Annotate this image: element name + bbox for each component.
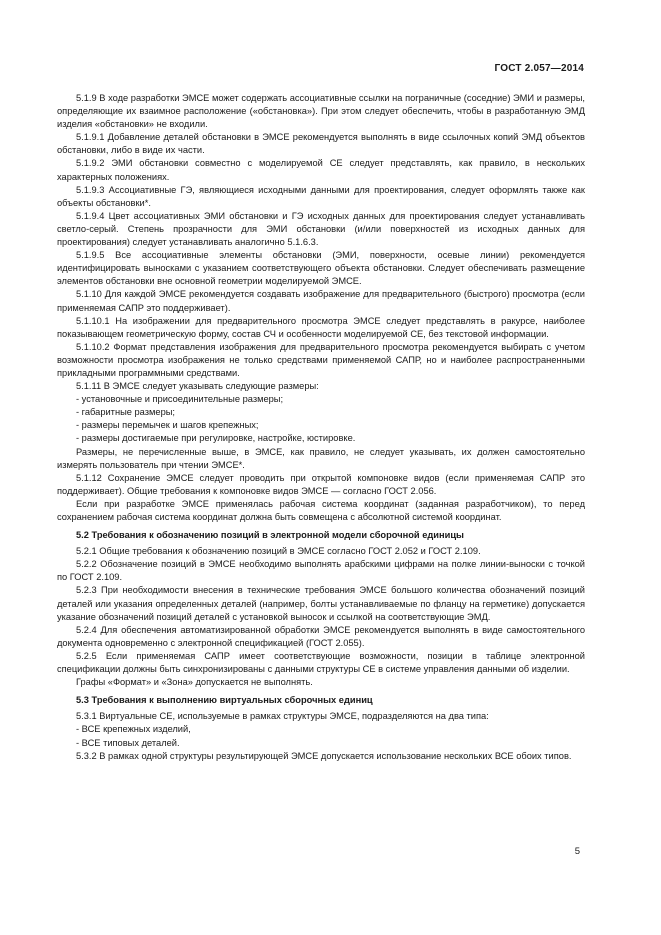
paragraph: 5.2.1 Общие требования к обозначению позиций в ЭМСЕ согласно ГОСТ 2.052 и ГОСТ 2.109. bbox=[76, 546, 481, 557]
section-heading: 5.3 Требования к выполнению виртуальных сборочных единиц bbox=[76, 695, 373, 706]
paragraph: 5.1.9 В ходе разработки ЭМСЕ может содержать ассоциативные ссылки на пограничные (соседние) ЭМИ и размеры, определяющие их взаимное расположение («обстановка»). При этом следует обеспечить, чтобы в разработанную ЭМД изделия «обстановки» не входили. bbox=[57, 93, 585, 130]
paragraph: 5.1.9.1 Добавление деталей обстановки в ЭМСЕ рекомендуется выполнять в виде ссылочных копий ЭМД объектов обстановки, либо в виде их части. bbox=[57, 132, 585, 156]
paragraph: 5.1.9.3 Ассоциативные ГЭ, являющиеся исходными данными для проектирования, следует оформлять также как объекты обстановки*. bbox=[57, 184, 585, 208]
list-item: - размеры достигаемые при регулировке, настройке, юстировке. bbox=[76, 433, 356, 444]
list-item: - ВСЕ крепежных изделий, bbox=[76, 724, 191, 735]
paragraph: 5.1.9.2 ЭМИ обстановки совместно с моделируемой СЕ следует представлять, как правило, в нескольких характерных положениях. bbox=[57, 158, 585, 182]
paragraph: 5.2.5 Если применяемая САПР имеет соответствующие возможности, позиции в таблице электронной спецификации должны быть синхронизированы с данными структуры СЕ в системе управления данными об изделии. bbox=[57, 650, 585, 675]
list-item: - ВСЕ типовых деталей. bbox=[76, 737, 180, 748]
paragraph: 5.2.4 Для обеспечения автоматизированной обработки ЭМСЕ рекомендуется выполнять в виде самостоятельного документа одновременно с электронной спецификацией (ГОСТ 2.055). bbox=[57, 624, 585, 648]
document-body bbox=[57, 92, 585, 763]
standard-header: ГОСТ 2.057—2014 bbox=[494, 63, 584, 74]
paragraph: 5.1.9.5 Все ассоциативные элементы обстановки (ЭМИ, поверхности, осевые линии) рекомендуется идентифицировать выносками с указанием соответствующего объекта обстановки. Следует обеспечивать размещение элементов обстановки вне основной геометрии моделируемой ЭМСЕ. bbox=[57, 250, 585, 287]
section-heading: 5.2 Требования к обозначению позиций в электронной модели сборочной единицы bbox=[76, 530, 464, 541]
paragraph: 5.1.10 Для каждой ЭМСЕ рекомендуется создавать изображение для предварительного (быстрого) просмотра (если применяемая САПР это поддерживает). bbox=[57, 289, 585, 313]
paragraph: Размеры, не перечисленные выше, в ЭМСЕ, как правило, не следует указывать, их должен самостоятельно измерять пользователь при чтении ЭМСЕ*. bbox=[57, 446, 585, 470]
paragraph: 5.3.1 Виртуальные СЕ, используемые в рамках структуры ЭМСЕ, подразделяются на два типа: bbox=[76, 711, 489, 722]
paragraph: Если при разработке ЭМСЕ применялась рабочая система координат (заданная разработчиком), то перед сохранением рабочая система координат должна быть совмещена с абсолютной системой координат. bbox=[57, 498, 585, 522]
paragraph: 5.1.10.1 На изображении для предварительного просмотра ЭМСЕ следует представлять в ракурсе, наиболее показывающем геометрическую форму, состав СЧ и особенности моделируемой СЕ, без текстовой информации. bbox=[57, 315, 585, 339]
paragraph: Графы «Формат» и «Зона» допускается не выполнять. bbox=[76, 677, 313, 688]
paragraph: 5.1.10.2 Формат представления изображения для предварительного просмотра рекомендуется выбирать с учетом возможности просмотра изображения не только средствами применяемой САПР, но и наиболее распространенными прикладными программными средствами. bbox=[57, 341, 585, 378]
paragraph: 5.1.9.4 Цвет ассоциативных ЭМИ обстановки и ГЭ исходных данных для проектирования следует устанавливать светло-серый. Степень прозрачности для ЭМИ обстановки (и/или поверхностей из исходных данных для проектирования) следует устанавливать аналогично 5.1.6.3. bbox=[57, 210, 585, 248]
list-item: - размеры перемычек и шагов крепежных; bbox=[76, 420, 259, 431]
paragraph: 5.2.2 Обозначение позиций в ЭМСЕ необходимо выполнять арабскими цифрами на полке линии-выноски с точкой по ГОСТ 2.109. bbox=[57, 559, 585, 583]
list-item: - габаритные размеры; bbox=[76, 407, 176, 418]
paragraph: 5.2.3 При необходимости внесения в технические требования ЭМСЕ большого количества обозначений позиций деталей или указания определенных деталей (например, болты устанавливаемые по фланцу на герметике) допускается указание обозначений позиций деталей с установкой выносок и ссылкой на соответствующие ЭМД. bbox=[57, 585, 585, 622]
list-item: - установочные и присоединительные размеры; bbox=[76, 394, 284, 405]
paragraph: 5.3.2 В рамках одной структуры результирующей ЭМСЕ допускается использование нескольких ВСЕ обоих типов. bbox=[76, 750, 572, 761]
paragraph: 5.1.11 В ЭМСЕ следует указывать следующие размеры: bbox=[76, 381, 319, 392]
page-number: 5 bbox=[574, 846, 580, 857]
paragraph: 5.1.12 Сохранение ЭМСЕ следует проводить при открытой компоновке видов (если применяемая САПР это поддерживает). Общие требования к компоновке видов ЭМСЕ — согласно ГОСТ 2.056. bbox=[57, 472, 585, 496]
